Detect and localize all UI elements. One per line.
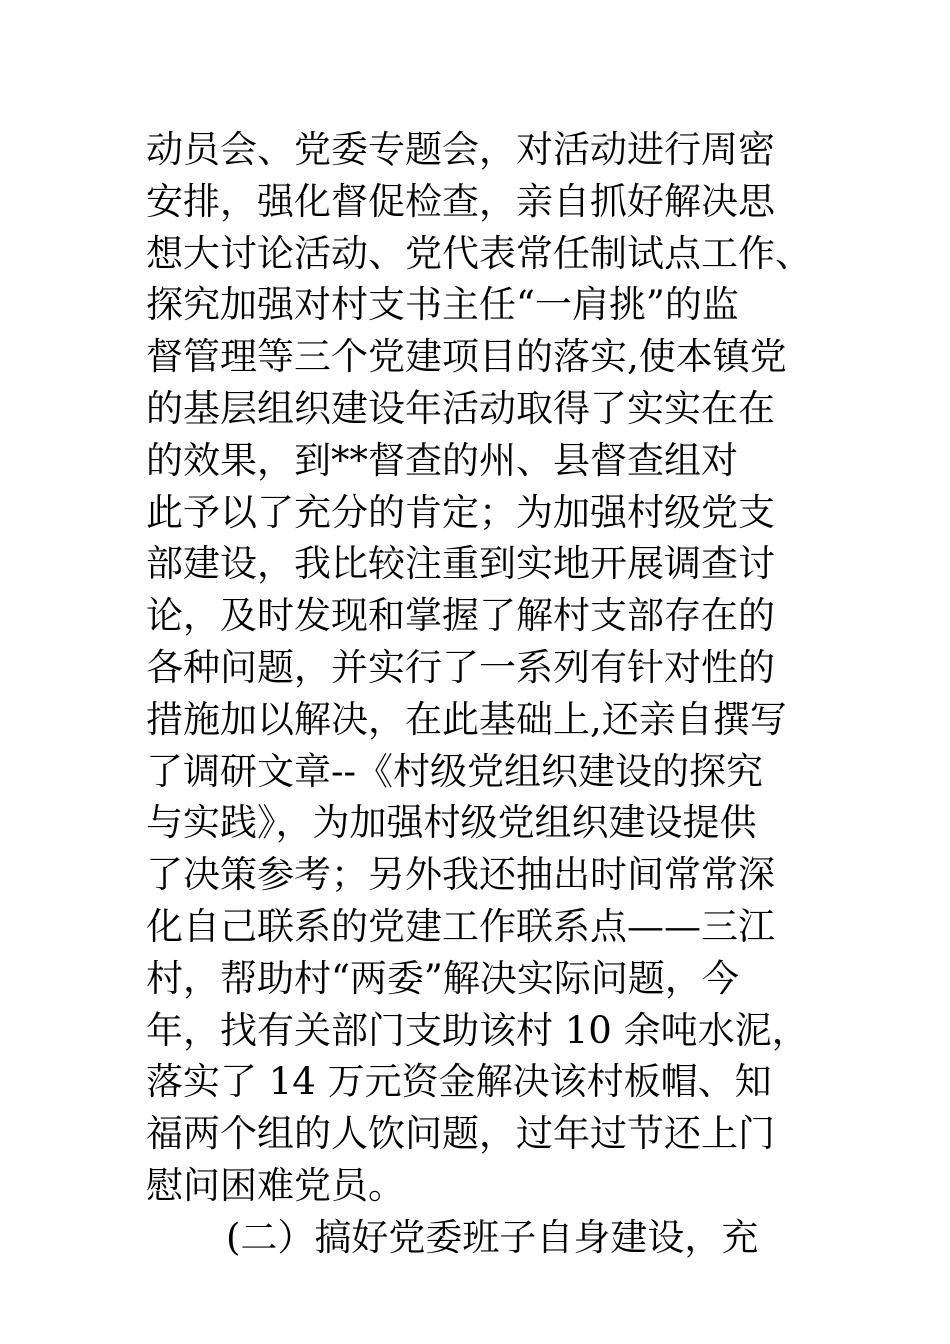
text-line: 与实践》，为加强村级党组织建设提供 <box>146 801 757 845</box>
text-line: 各种问题，并实行了一系列有针对性的 <box>146 645 775 689</box>
text-line: 了决策参考；另外我还抽出时间常常深 <box>146 853 775 897</box>
text-line: 想大讨论活动、党代表常任制试点工作、 <box>146 231 812 275</box>
text-line: 福两个组的人饮问题，过年过节还上门 <box>146 1112 775 1156</box>
text-line: 措施加以解决，在此基础上,还亲自撰写 <box>146 697 787 741</box>
section-heading-line: (二）搞好党委班子自身建设，充 <box>226 1215 759 1259</box>
text-line: 动员会、党委专题会，对活动进行周密 <box>146 128 775 171</box>
text-line: 年，找有关部门支助该村 10 余吨水泥， <box>146 1008 809 1052</box>
text-line: 落实了 14 万元资金解决该村板帽、知 <box>146 1060 772 1104</box>
text-line: 探究加强对村支书主任“一肩挑”的监 <box>146 283 739 327</box>
text-line: 的基层组织建设年活动取得了实实在在 <box>146 386 775 430</box>
text-line: 督管理等三个党建项目的落实,使本镇党 <box>146 335 787 379</box>
text-line: 论，及时发现和掌握了解村支部存在的 <box>146 594 775 638</box>
body-text <box>146 124 846 1264</box>
text-line: 化自己联系的党建工作联系点——三江 <box>146 904 775 948</box>
text-line: 此予以了充分的肯定；为加强村级党支 <box>146 490 775 534</box>
text-line: 的效果，到**督查的州、县督查组对 <box>146 438 738 482</box>
text-line: 慰问困难党员。 <box>146 1163 405 1207</box>
text-line: 部建设，我比较注重到实地开展调查讨 <box>146 542 775 586</box>
text-line: 村，帮助村“两委”解决实际问题，今 <box>146 956 739 1000</box>
text-line: 安排，强化督促检查，亲自抓好解决思 <box>146 179 775 223</box>
text-line: 了调研文章--《村级党组织建设的探究 <box>146 749 764 793</box>
